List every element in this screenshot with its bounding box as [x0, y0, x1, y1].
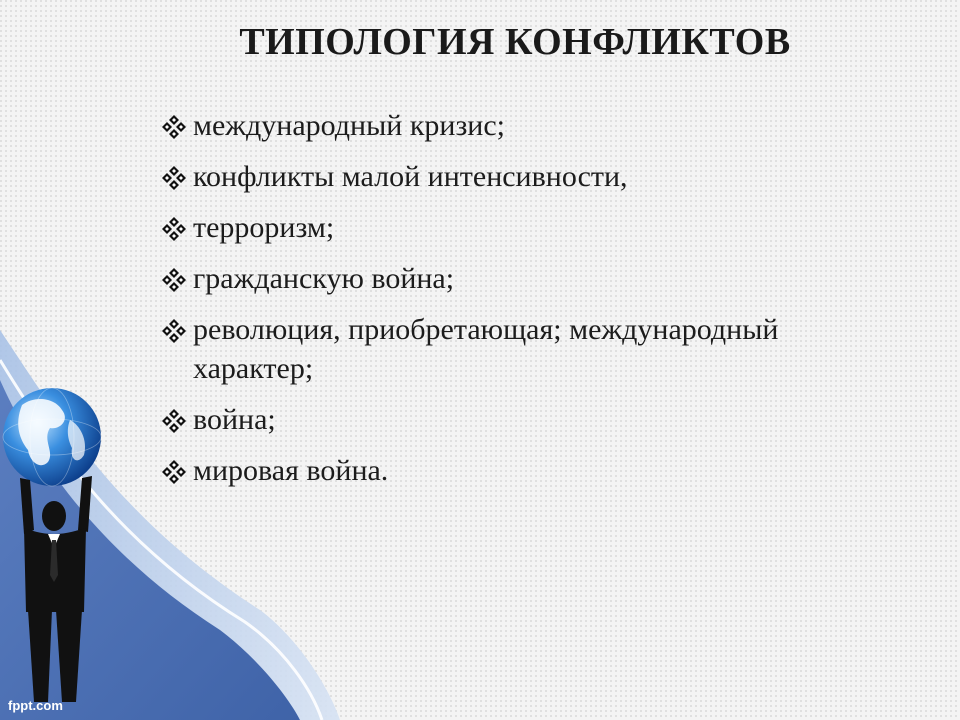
list-item-text: мировая война. [193, 454, 389, 487]
slide-title: ТИПОЛОГИЯ КОНФЛИКТОВ [239, 21, 791, 63]
bullet-list [160, 106, 800, 502]
list-item [160, 259, 800, 298]
four-diamond-bullet-icon [160, 407, 188, 435]
list-item [160, 157, 800, 196]
list-item [160, 310, 800, 388]
list-item [160, 208, 800, 247]
list-item-text: конфликты малой интенсивности, [193, 160, 628, 193]
list-item-text: революция, приобретающая; международный характер; [193, 313, 779, 385]
list-item [160, 106, 800, 145]
list-item [160, 400, 800, 439]
four-diamond-bullet-icon [160, 215, 188, 243]
list-item-text: война; [193, 403, 276, 436]
four-diamond-bullet-icon [160, 266, 188, 294]
list-item-text: терроризм; [193, 211, 335, 244]
list-item [160, 451, 800, 490]
four-diamond-bullet-icon [160, 113, 188, 141]
list-item-text: гражданскую война; [193, 262, 455, 295]
four-diamond-bullet-icon [160, 317, 188, 345]
list-item-text: международный кризис; [193, 109, 506, 142]
four-diamond-bullet-icon [160, 164, 188, 192]
globe-icon [3, 388, 101, 486]
brand-watermark: fppt.com [8, 698, 63, 713]
four-diamond-bullet-icon [160, 458, 188, 486]
